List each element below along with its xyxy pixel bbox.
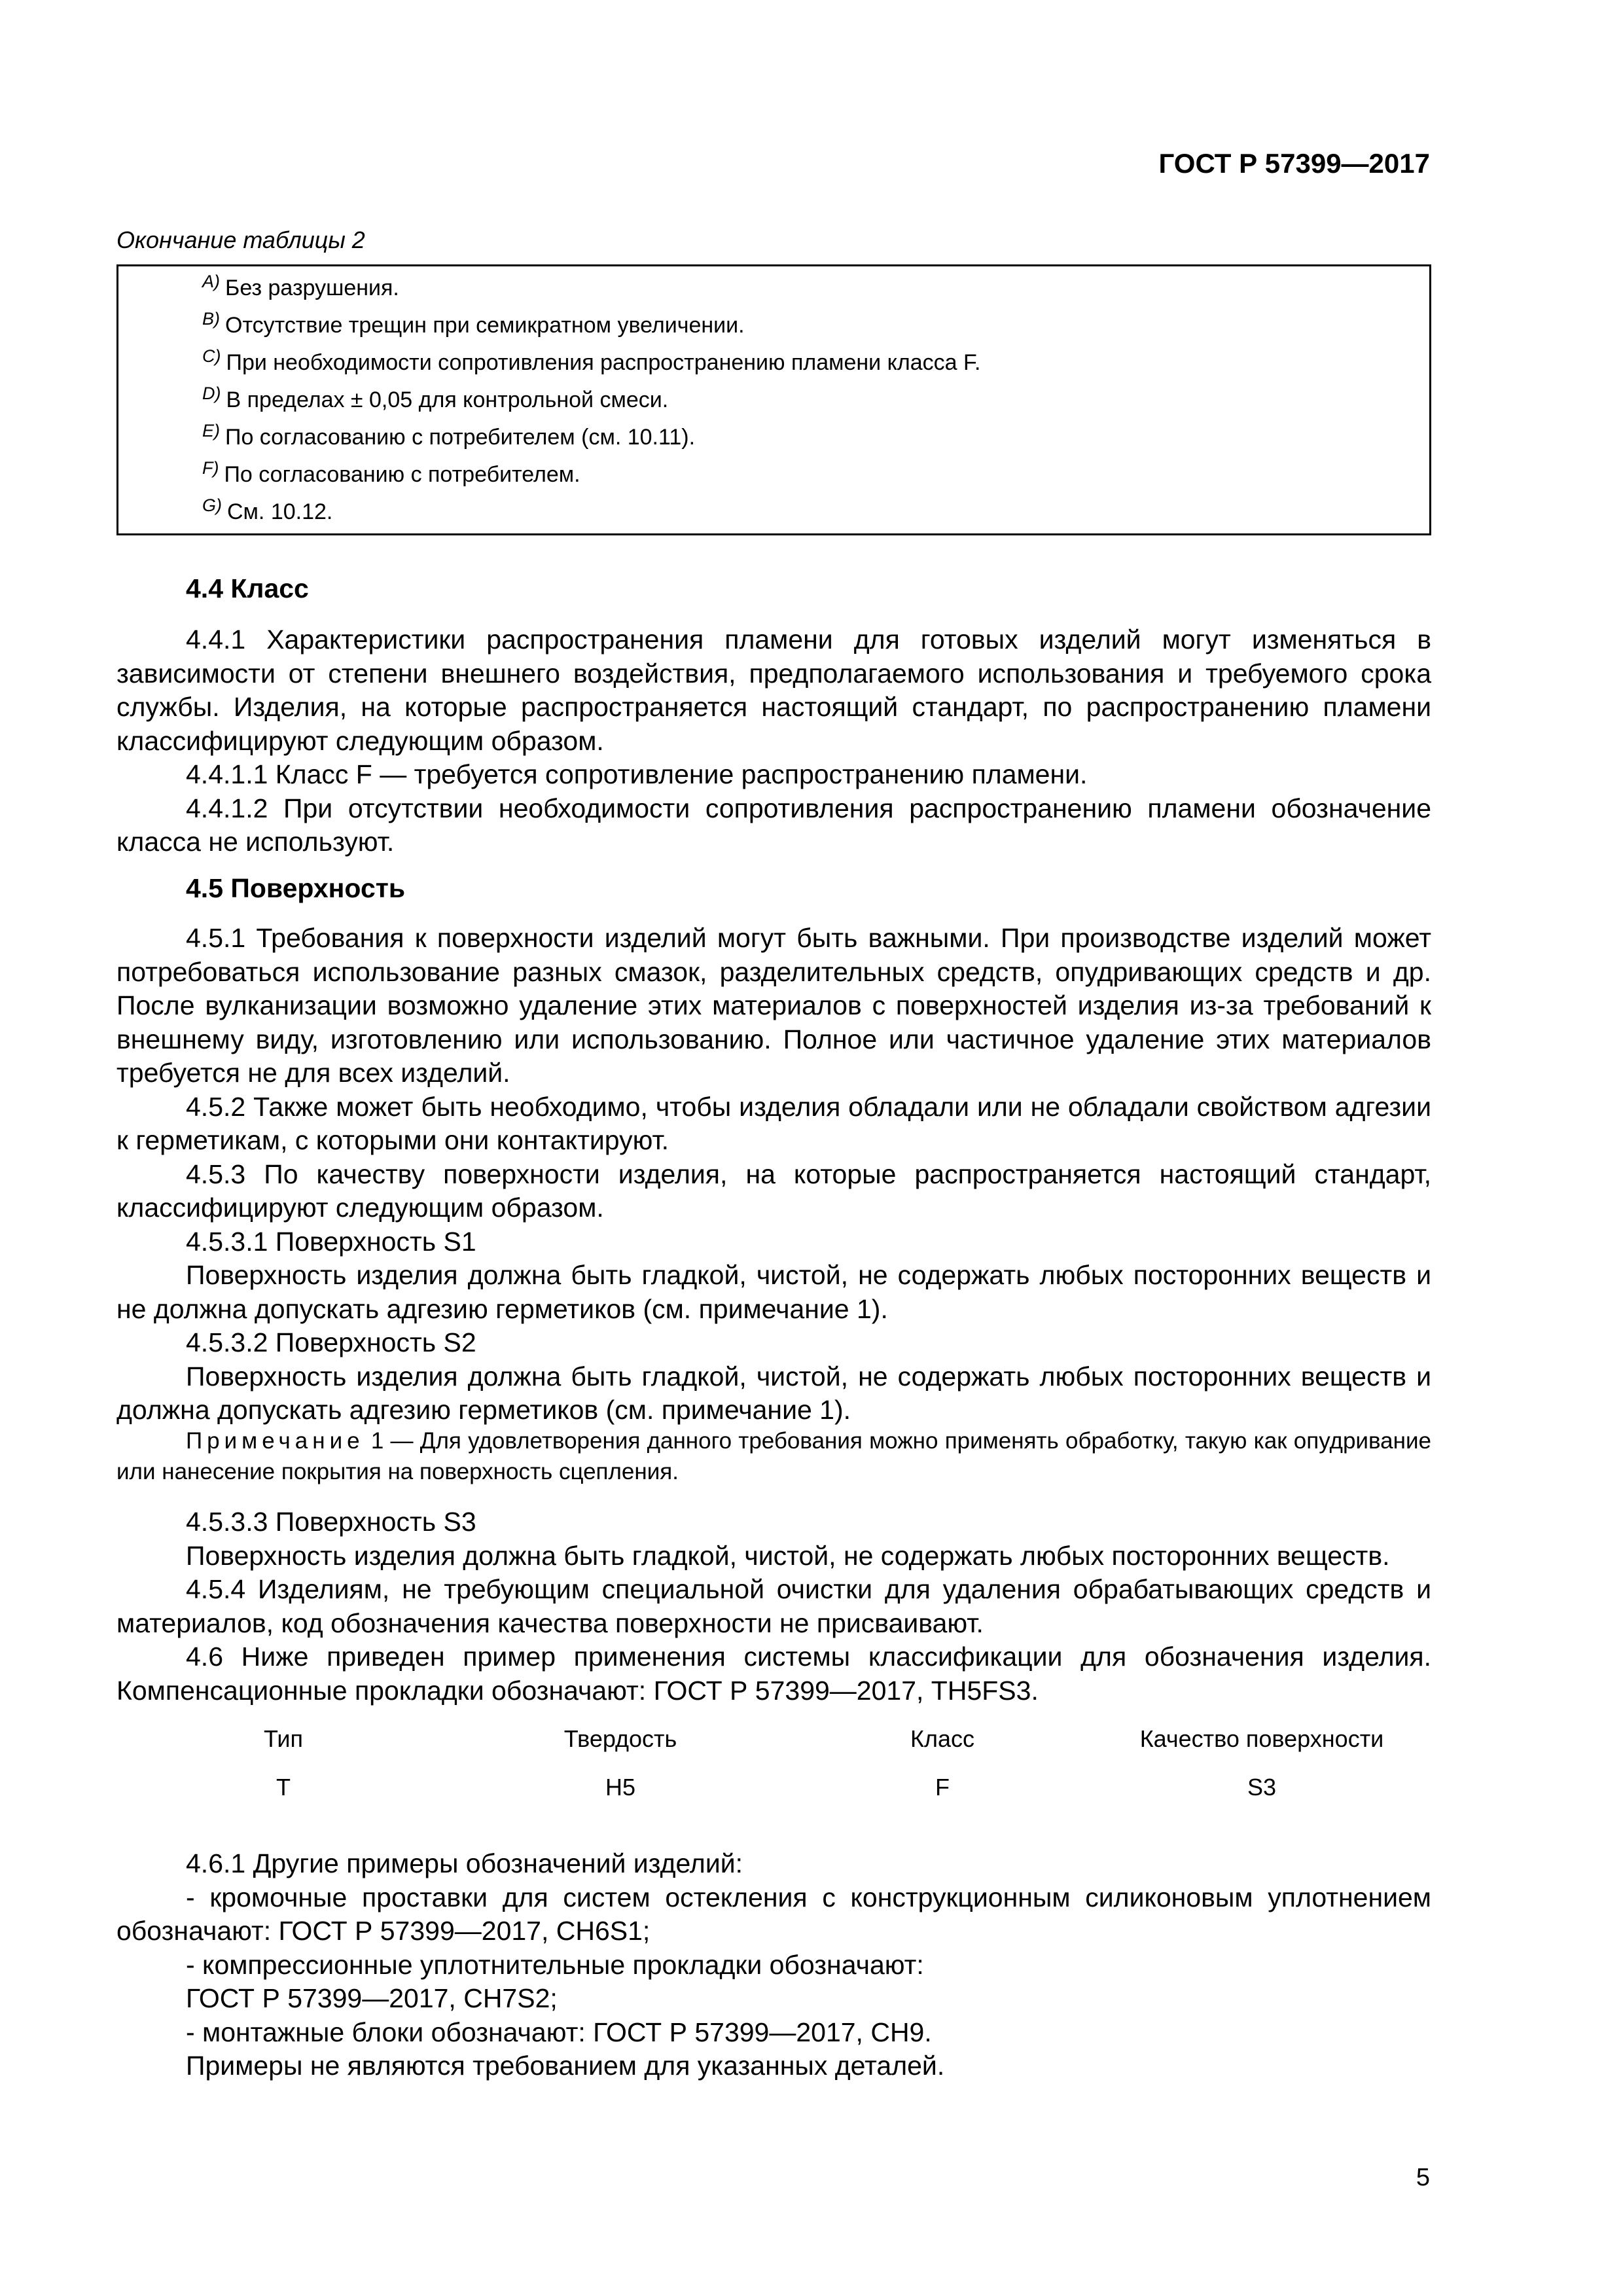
paragraph: 4.5.1 Требования к поверхности изделий могут быть важными. При производстве изделий может потребоваться использование разных смазок, разделительных средств, опудривающих средств и др. После вулканизации возможно удаление этих материалов с поверхностей изделия из-за требований к внешнему виду, изготовлению или использованию. Полное или частичное удаление этих материалов требуется не для всех изделий.: [116, 923, 1431, 1088]
paragraph: Поверхность изделия должна быть гладкой, чистой, не содержать любых посторонних веществ и должна допускать адгезию герметиков (см. примечание 1).: [116, 1361, 1431, 1425]
paragraph: - кромочные проставки для систем остекления с конструкционным силиконовым уплотнением обозначают: ГОСТ Р 57399—2017, CH6S1;: [116, 1882, 1431, 1946]
footnote-text: См. 10.12.: [227, 499, 333, 524]
section-heading-4-5: 4.5 Поверхность: [186, 873, 406, 903]
paragraph: 4.5.3.3 Поверхность S3: [186, 1507, 476, 1537]
paragraph: ГОСТ Р 57399—2017, CH7S2;: [186, 1983, 558, 2013]
table-header-cell: Класс: [910, 1725, 974, 1752]
note-label: Примечание: [186, 1428, 365, 1454]
paragraph: 4.4.1.1 Класс F — требуется сопротивление распространению пламени.: [186, 759, 1088, 789]
table-footnotes: [116, 264, 1431, 535]
footnote-text: Отсутствие трещин при семикратном увеличении.: [225, 313, 745, 338]
footnote: [202, 346, 981, 376]
table-row: [116, 1774, 1431, 1822]
table-cell: F: [935, 1774, 950, 1801]
classification-table: [116, 1725, 1431, 1822]
footnote-mark: C): [202, 346, 221, 366]
paragraph: 4.5.2 Также может быть необходимо, чтобы изделия обладали или не обладали свойством адгезии к герметикам, с которыми они контактируют.: [116, 1091, 1431, 1155]
table-cell: S3: [1247, 1774, 1277, 1801]
paragraph: 4.6 Ниже приведен пример применения системы классификации для обозначения изделия. Компенсационные прокладки обозначают: ГОСТ Р 57399—2017, TH5FS3.: [116, 1641, 1431, 1706]
section-4-5-continued: [116, 1505, 1431, 1708]
footnote-mark: F): [202, 458, 219, 478]
section-4-5-body: [116, 922, 1431, 1427]
footnote: [202, 384, 669, 413]
footnote: [202, 421, 696, 450]
paragraph: 4.6.1 Другие примеры обозначений изделий:: [186, 1848, 743, 1878]
table-header-row: [116, 1725, 1431, 1774]
footnote-text: По согласованию с потребителем (см. 10.11).: [225, 425, 696, 450]
paragraph: - монтажные блоки обозначают: ГОСТ Р 57399—2017, CH9.: [186, 2017, 932, 2047]
paragraph: 4.5.3 По качеству поверхности изделия, на которые распространяется настоящий стандарт, классифицируют следующим образом.: [116, 1158, 1431, 1223]
paragraph: 4.4.1 Характеристики распространения пламени для готовых изделий могут изменяться в зависимости от степени внешнего воздействия, предполагаемого использования и требуемого срока службы. Изделия, на которые распространяется настоящий стандарт, по распространению пламени классифицируют следующим образом.: [116, 624, 1431, 756]
table-header-cell: Твердость: [563, 1725, 677, 1752]
footnote-text: Без разрушения.: [225, 276, 399, 300]
footnote: [202, 495, 333, 525]
document-header: ГОСТ Р 57399—2017: [1158, 148, 1430, 179]
paragraph: - компрессионные уплотнительные прокладки обозначают:: [186, 1949, 924, 1980]
table-cell: T: [276, 1774, 291, 1801]
table-cell: H5: [605, 1774, 636, 1801]
footnote: [202, 309, 745, 338]
paragraph: 4.4.1.2 При отсутствии необходимости сопротивления распространению пламени обозначение класса не используют.: [116, 793, 1431, 857]
footnote-mark: B): [202, 309, 220, 329]
note: [116, 1426, 1431, 1487]
footnote-text: По согласованию с потребителем.: [224, 462, 580, 487]
page-number: 5: [1416, 2164, 1430, 2191]
footnote-text: При необходимости сопротивления распространению пламени класса F.: [226, 350, 981, 375]
section-4-4-body: [116, 623, 1431, 859]
paragraph: Примеры не являются требованием для указанных деталей.: [186, 2051, 945, 2081]
table-header-cell: Тип: [263, 1725, 304, 1752]
footnote-mark: E): [202, 421, 220, 440]
footnote: [202, 272, 399, 301]
paragraph: Поверхность изделия должна быть гладкой, чистой, не содержать любых посторонних веществ.: [186, 1540, 1390, 1571]
footnote-text: В пределах ± 0,05 для контрольной смеси.: [226, 387, 669, 412]
footnote-mark: A): [202, 272, 220, 291]
footnote-mark: D): [202, 384, 221, 403]
section-4-6-1-body: [116, 1847, 1431, 2083]
table-caption: Окончание таблицы 2: [116, 226, 365, 253]
table-header-cell: Качество поверхности: [1139, 1725, 1384, 1752]
paragraph: 4.5.3.1 Поверхность S1: [186, 1226, 476, 1257]
note-text: 1 — Для удовлетворения данного требования можно применять обработку, такую как опудривание или нанесение покрытия на поверхность сцепления.: [116, 1428, 1431, 1484]
footnote-mark: G): [202, 495, 222, 515]
paragraph: Поверхность изделия должна быть гладкой, чистой, не содержать любых посторонних веществ и не должна допускать адгезию герметиков (см. примечание 1).: [116, 1260, 1431, 1324]
footnote: [202, 458, 580, 488]
section-heading-4-4: 4.4 Класс: [186, 573, 309, 603]
paragraph: 4.5.4 Изделиям, не требующим специальной очистки для удаления обрабатывающих средств и материалов, код обозначения качества поверхности не присваивают.: [116, 1574, 1431, 1638]
paragraph: 4.5.3.2 Поверхность S2: [186, 1327, 476, 1357]
